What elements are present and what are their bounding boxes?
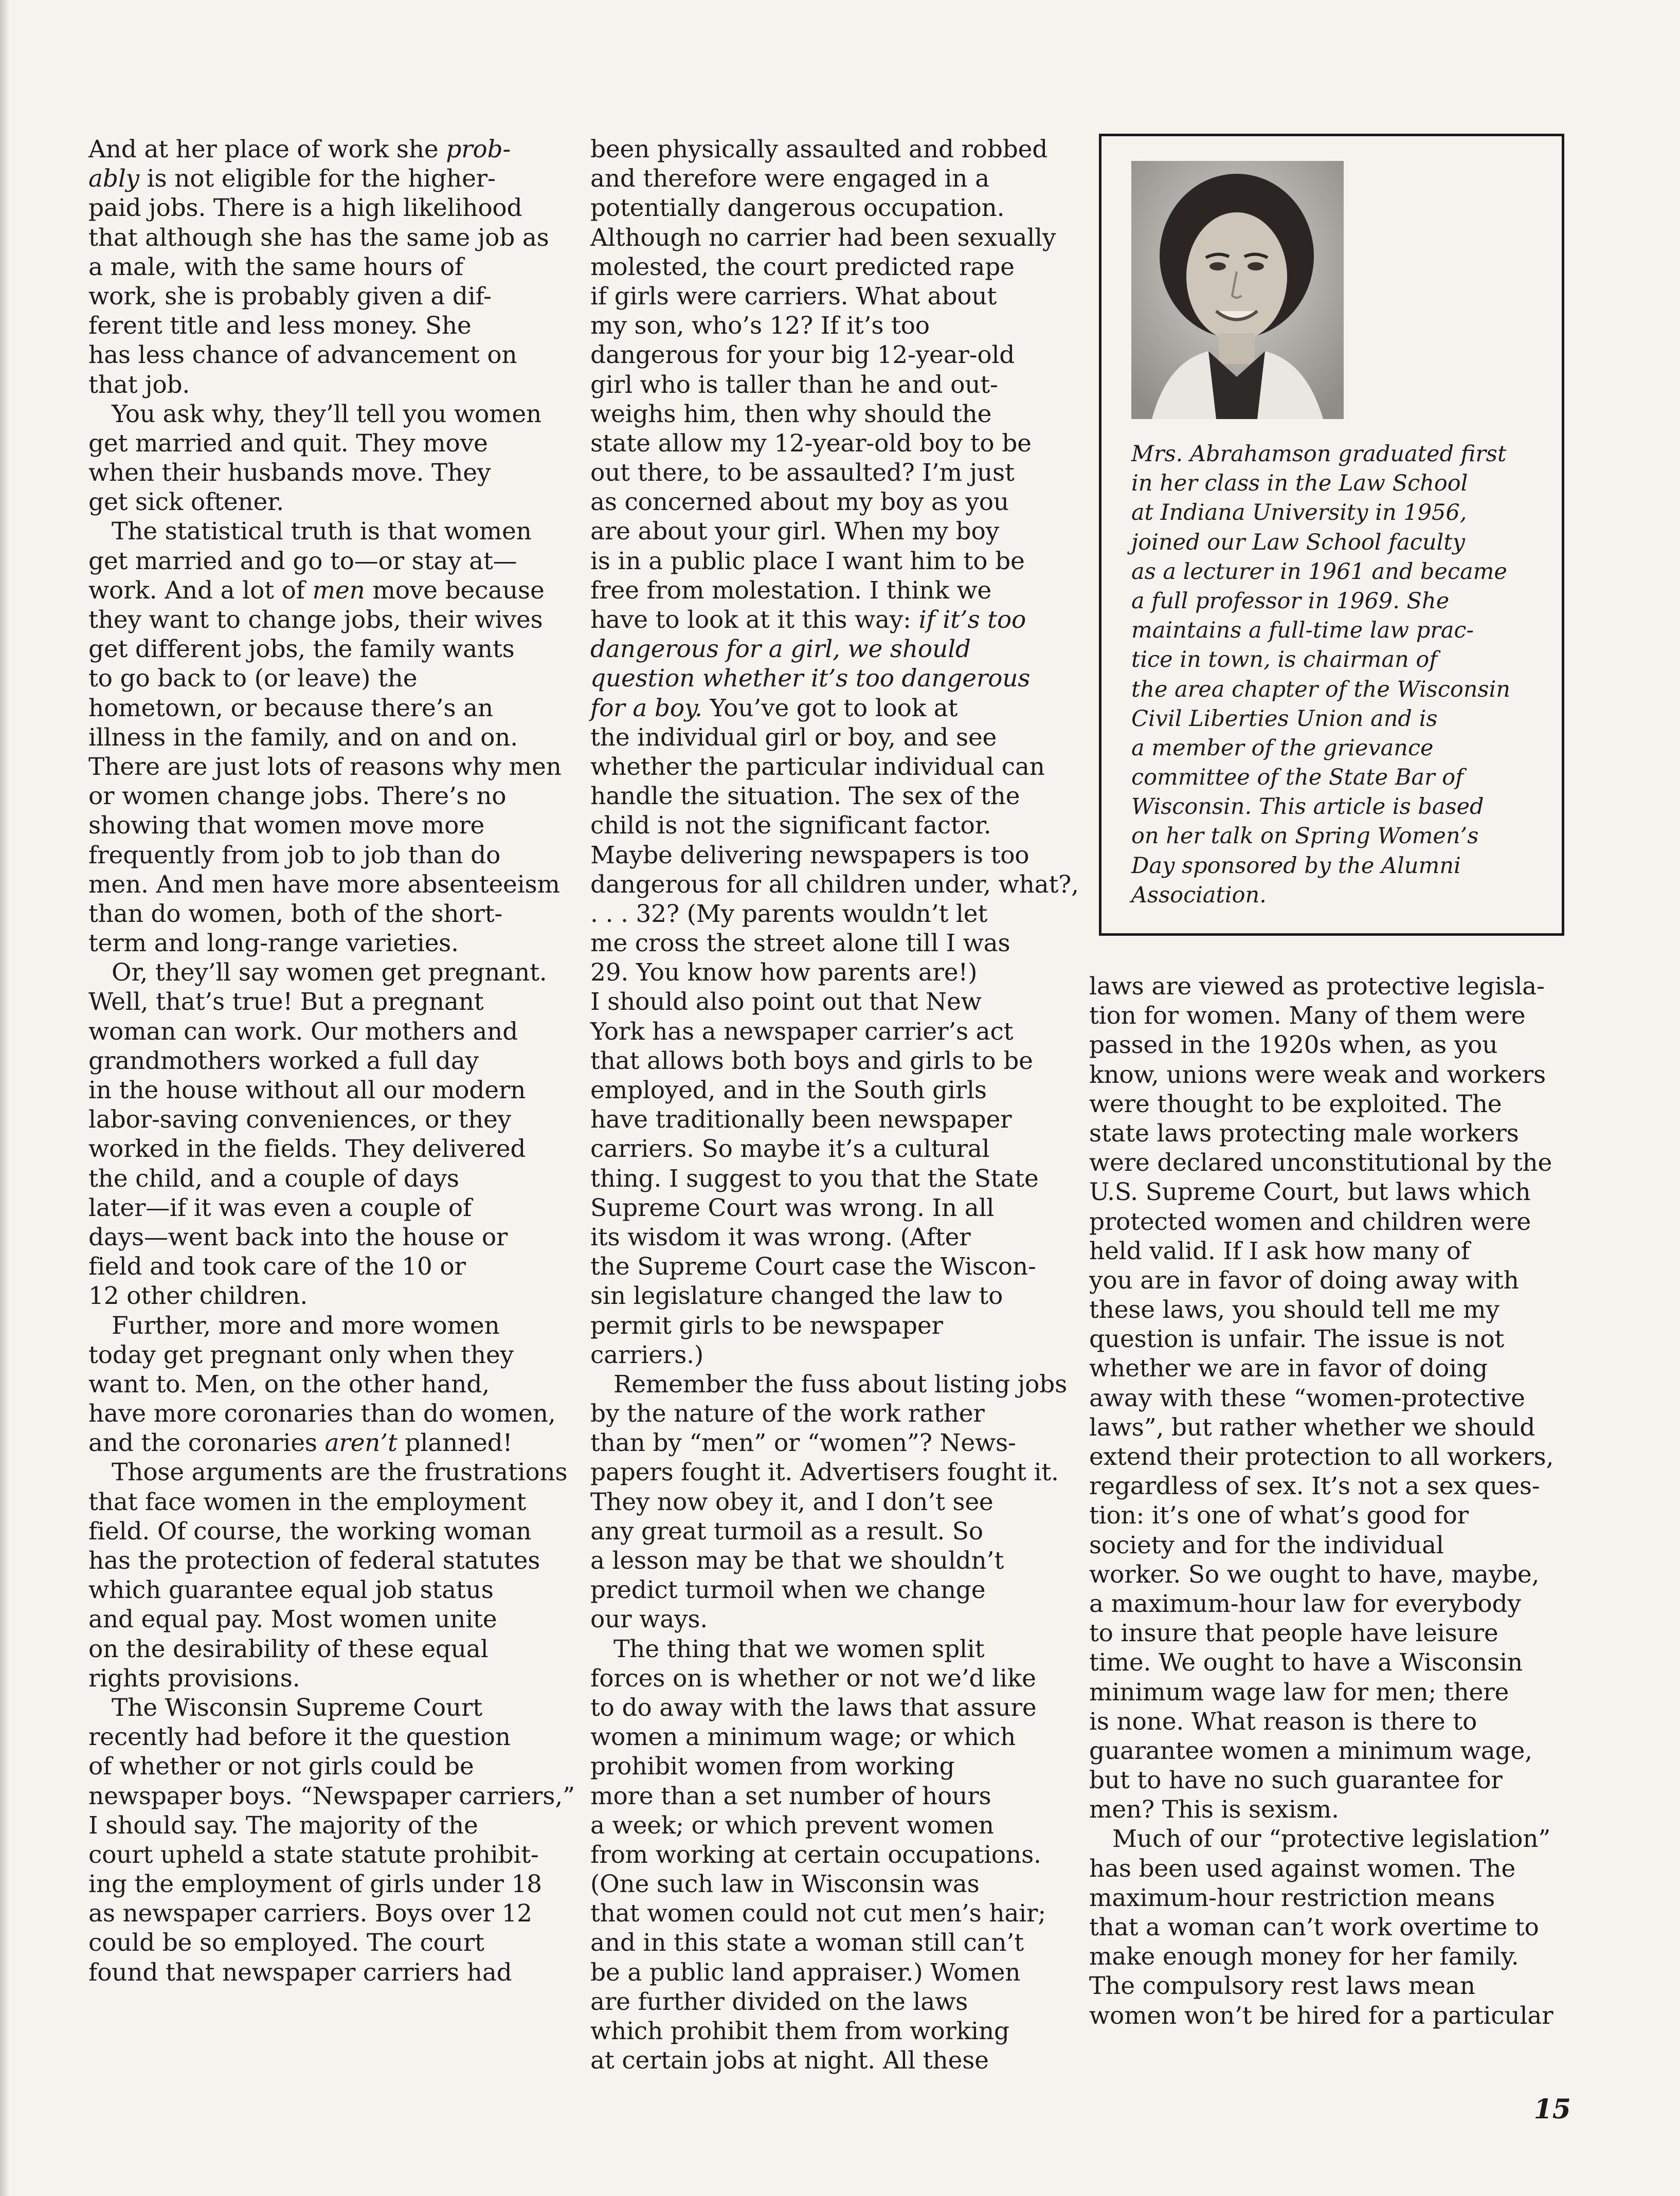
text-line: to do away with the laws that assure [590,1693,1037,1722]
text-line: The statistical truth is that women [112,517,532,546]
caption-line: Day sponsored by the Alumni [1131,852,1461,879]
text-line: women a minimum wage; or which [590,1723,1016,1752]
text-line: protected women and children were [1089,1207,1531,1236]
text-line: The compulsory rest laws mean [1089,1972,1475,2001]
text-line: men? This is sexism. [1089,1795,1339,1824]
text-line: that although she has the same job as [88,223,549,252]
text-line: tion for women. Many of them were [1089,1002,1526,1030]
text-line: dangerous for a girl, we should [590,635,971,664]
text-line: ing the employment of girls under 18 [88,1870,542,1899]
text-line: has been used against women. The [1089,1854,1515,1883]
caption-line: committee of the State Bar of [1131,765,1464,791]
text-line: has less chance of advancement on [88,341,517,370]
text-line: get married and quit. They move [88,429,488,458]
text-line: forces on is whether or not we’d like [590,1664,1036,1693]
text-line: permit girls to be newspaper [590,1311,943,1340]
text-line: the child, and a couple of days [88,1164,459,1193]
text-line: labor-saving conveniences, or they [88,1105,512,1134]
text-line: and therefore were engaged in a [590,165,989,193]
text-line: a maximum-hour law for everybody [1089,1589,1521,1618]
text-line: were thought to be exploited. The [1089,1090,1502,1118]
text-line: molested, the court predicted rape [590,252,1015,281]
text-line: girl who is taller than he and out- [590,370,998,399]
text-line: that a woman can’t work overtime to [1089,1913,1539,1941]
text-line: to go back to (or leave) the [88,664,418,693]
caption-line: on her talk on Spring Women’s [1131,823,1479,849]
text-line: days—went back into the house or [88,1223,508,1251]
text-line: ably is not eligible for the higher- [88,165,496,193]
scan-shadow-edge [0,0,9,2196]
text-line: paid jobs. There is a high likelihood [88,194,522,223]
text-line: and in this state a woman still can’t [590,1929,1024,1957]
text-line: they want to change jobs, their wives [88,606,543,634]
text-line: dangerous for your big 12-year-old [590,341,1015,370]
text-line: a week; or which prevent women [590,1811,994,1840]
text-line: more than a set number of hours [590,1782,991,1810]
text-line: Maybe delivering newspapers is too [590,841,1029,869]
text-line: on the desirability of these equal [88,1635,489,1663]
caption-line: joined our Law School faculty [1131,529,1465,555]
text-line: to insure that people have leisure [1089,1619,1498,1648]
caption-line: a full professor in 1969. She [1131,588,1450,614]
text-line: were declared unconstitutional by the [1089,1149,1552,1177]
text-line: 12 other children. [88,1282,308,1311]
caption-line: the area chapter of the Wisconsin [1131,676,1510,702]
author-bio-caption [1131,440,1510,910]
text-line: that job. [88,370,190,399]
text-line: York has a newspaper carrier’s act [590,1017,1014,1046]
text-line: of whether or not girls could be [88,1752,474,1781]
text-line: worked in the fields. They delivered [88,1135,526,1164]
article-column-3 [1089,972,1562,2030]
text-line: whether the particular individual can [590,752,1045,781]
text-line: And at her place of work she prob- [88,135,511,164]
text-line: (One such law in Wisconsin was [590,1870,980,1899]
text-line: child is not the significant factor. [590,811,991,840]
text-line: get sick oftener. [88,488,284,517]
caption-line: tice in town, is chairman of [1131,647,1438,673]
text-line: its wisdom it was wrong. (After [590,1223,971,1251]
text-line: have to look at it this way: if it’s too [590,606,1026,634]
portrait-image [1131,161,1344,419]
text-line: these laws, you should tell me my [1089,1296,1500,1324]
text-line: sin legislature changed the law to [590,1282,1003,1311]
caption-line: a member of the grievance [1131,735,1434,761]
text-line: have more coronaries than do women, [88,1400,556,1428]
caption-line: Mrs. Abrahamson graduated first [1131,441,1507,467]
text-line: Well, that’s true! But a pregnant [88,988,484,1017]
text-line: Much of our “protective legislation” [1112,1825,1551,1854]
text-line: any great turmoil as a result. So [590,1517,983,1546]
text-line: laws”, but rather whether we should [1089,1413,1536,1442]
text-line: me cross the street alone till I was [590,929,1010,958]
text-line: carriers.) [590,1340,703,1369]
text-line: thing. I suggest to you that the State [590,1164,1039,1193]
text-line: weighs him, then why should the [590,400,992,428]
text-line: state allow my 12-year-old boy to be [590,429,1032,458]
caption-line: in her class in the Law School [1131,470,1468,497]
text-line: have traditionally been newspaper [590,1105,1012,1134]
text-line: and the coronaries aren’t planned! [88,1429,513,1458]
text-line: than do women, both of the short- [88,899,503,928]
caption-line: maintains a full-time law prac- [1131,618,1474,644]
caption-line: at Indiana University in 1956, [1131,500,1467,526]
text-line: you are in favor of doing away with [1089,1266,1519,1295]
text-line: are about your girl. When my boy [590,517,999,546]
text-line: or women change jobs. There’s no [88,782,507,811]
text-line: extend their protection to all workers, [1089,1443,1554,1471]
text-line: employed, and in the South girls [590,1076,987,1104]
text-line: Further, more and more women [112,1311,500,1340]
text-line: rights provisions. [88,1664,300,1693]
text-line: been physically assaulted and robbed [590,135,1048,164]
caption-line: as a lecturer in 1961 and became [1131,558,1507,585]
text-line: want to. Men, on the other hand, [88,1370,490,1399]
text-line: in the house without all our modern [88,1076,526,1104]
text-line: and equal pay. Most women unite [88,1605,497,1634]
text-line: handle the situation. The sex of the [590,782,1020,811]
text-line: woman can work. Our mothers and [88,1017,518,1046]
text-line: minimum wage law for men; there [1089,1678,1509,1707]
text-line: regardless of sex. It’s not a sex ques- [1089,1472,1540,1501]
text-line: but to have no such guarantee for [1089,1766,1503,1795]
text-line: as concerned about my boy as you [590,488,1009,517]
text-line: when their husbands move. They [88,459,491,487]
text-line: time. We ought to have a Wisconsin [1089,1648,1523,1677]
text-line: predict turmoil when we change [590,1576,986,1605]
article-column-2 [590,135,1079,2075]
text-line: There are just lots of reasons why men [88,752,562,781]
text-line: a lesson may be that we shouldn’t [590,1547,1004,1575]
text-line: has the protection of federal statutes [88,1547,540,1575]
text-line: Or, they’ll say women get pregnant. [112,958,547,987]
text-line: Remember the fuss about listing jobs [613,1370,1067,1399]
caption-line: Civil Liberties Union and is [1131,705,1438,732]
text-line: society and for the individual [1089,1531,1444,1559]
text-line: free from molestation. I think we [590,576,992,605]
text-line: tion: it’s one of what’s good for [1089,1501,1469,1530]
text-line: Those arguments are the frustrations [112,1458,568,1487]
text-line: maximum-hour restriction means [1089,1883,1495,1912]
text-line: dangerous for all children under, what?, [590,870,1079,899]
text-line: that women could not cut men’s hair; [590,1899,1046,1928]
text-line: question whether it’s too dangerous [590,664,1031,693]
article-column-1 [88,135,575,1987]
text-line: recently had before it the question [88,1723,511,1752]
text-line: worker. So we ought to have, maybe, [1089,1560,1540,1589]
text-line: make enough money for her family. [1089,1943,1519,1971]
text-line: term and long-range varieties. [88,929,459,958]
text-line: field. Of course, the working woman [88,1517,532,1546]
text-line: U.S. Supreme Court, but laws which [1089,1178,1531,1207]
text-line: field and took care of the 10 or [88,1253,466,1281]
text-line: the Supreme Court case the Wiscon- [590,1253,1036,1281]
text-line: held valid. If I ask how many of [1089,1237,1470,1265]
caption-line: Wisconsin. This article is based [1131,794,1484,820]
text-line: the individual girl or boy, and see [590,723,997,752]
text-line: Supreme Court was wrong. In all [590,1193,995,1222]
text-line: The thing that we women split [613,1635,985,1663]
text-line: know, unions were weak and workers [1089,1060,1546,1089]
text-line: ferent title and less money. She [88,312,472,340]
text-line: I should say. The majority of the [88,1811,478,1840]
text-line: are further divided on the laws [590,1987,968,2016]
page-number: 15 [1533,2094,1571,2125]
text-line: a male, with the same hours of [88,252,464,281]
text-line: . . . 32? (My parents wouldn’t let [590,899,988,928]
text-line: showing that women move more [88,811,485,840]
text-line: hometown, or because there’s an [88,694,493,722]
text-line: than by “men” or “women”? News- [590,1429,1016,1458]
text-line: grandmothers worked a full day [88,1046,479,1075]
text-line: get different jobs, the family wants [88,635,515,664]
text-line: potentially dangerous occupation. [590,194,1005,223]
text-line: laws are viewed as protective legisla- [1089,972,1545,1001]
text-line: at certain jobs at night. All these [590,2046,989,2075]
text-line: carriers. So maybe it’s a cultural [590,1135,990,1164]
text-line: guarantee women a minimum wage, [1089,1736,1532,1765]
text-line: later—if it was even a couple of [88,1193,472,1222]
text-line: They now obey it, and I don’t see [590,1487,993,1516]
text-line: is none. What reason is there to [1089,1707,1477,1736]
text-line: which prohibit them from working [590,2017,1009,2045]
text-line: illness in the family, and on and on. [88,723,518,752]
text-line: get married and go to—or stay at— [88,547,517,575]
author-portrait-photo [1131,161,1344,419]
text-line: frequently from job to job than do [88,841,501,869]
text-line: our ways. [590,1605,708,1634]
text-line: passed in the 1920s when, as you [1089,1031,1498,1060]
text-line: papers fought it. Advertisers fought it. [590,1458,1059,1487]
text-line: as newspaper carriers. Boys over 12 [88,1899,532,1928]
text-line: question is unfair. The issue is not [1089,1325,1504,1354]
text-line: work, she is probably given a dif- [88,282,492,311]
text-line: by the nature of the work rather [590,1400,985,1428]
text-line: Although no carrier had been sexually [590,223,1056,252]
text-line: which guarantee equal job status [88,1576,494,1605]
text-line: found that newspaper carriers had [88,1958,512,1987]
text-line: for a boy. You’ve got to look at [590,694,958,722]
text-line: state laws protecting male workers [1089,1119,1519,1148]
text-line: 29. You know how parents are!) [590,958,978,987]
text-line: prohibit women from working [590,1752,955,1781]
text-line: out there, to be assaulted? I’m just [590,459,1015,487]
text-line: is in a public place I want him to be [590,547,1025,575]
text-line: my son, who’s 12? If it’s too [590,312,930,340]
text-line: that allows both boys and girls to be [590,1046,1033,1075]
text-line: court upheld a state statute prohibit- [88,1840,539,1869]
text-line: work. And a lot of men move because [88,576,545,605]
text-line: men. And men have more absenteeism [88,870,560,899]
text-line: I should also point out that New [590,988,982,1017]
text-line: whether we are in favor of doing [1089,1354,1488,1383]
text-line: newspaper boys. “Newspaper carriers,” [88,1782,575,1810]
text-line: away with these “women-protective [1089,1384,1525,1412]
text-line: could be so employed. The court [88,1929,484,1957]
text-line: from working at certain occupations. [590,1840,1041,1869]
text-line: that face women in the employment [88,1487,527,1516]
text-line: women won’t be hired for a particular [1089,2001,1553,2030]
text-line: be a public land appraiser.) Women [590,1958,1021,1987]
text-line: if girls were carriers. What about [590,282,997,311]
text-line: The Wisconsin Supreme Court [112,1693,482,1722]
author-bio-box [1099,134,1564,936]
caption-line: Association. [1131,882,1267,908]
text-line: You ask why, they’ll tell you women [112,400,542,428]
text-line: today get pregnant only when they [88,1340,514,1369]
